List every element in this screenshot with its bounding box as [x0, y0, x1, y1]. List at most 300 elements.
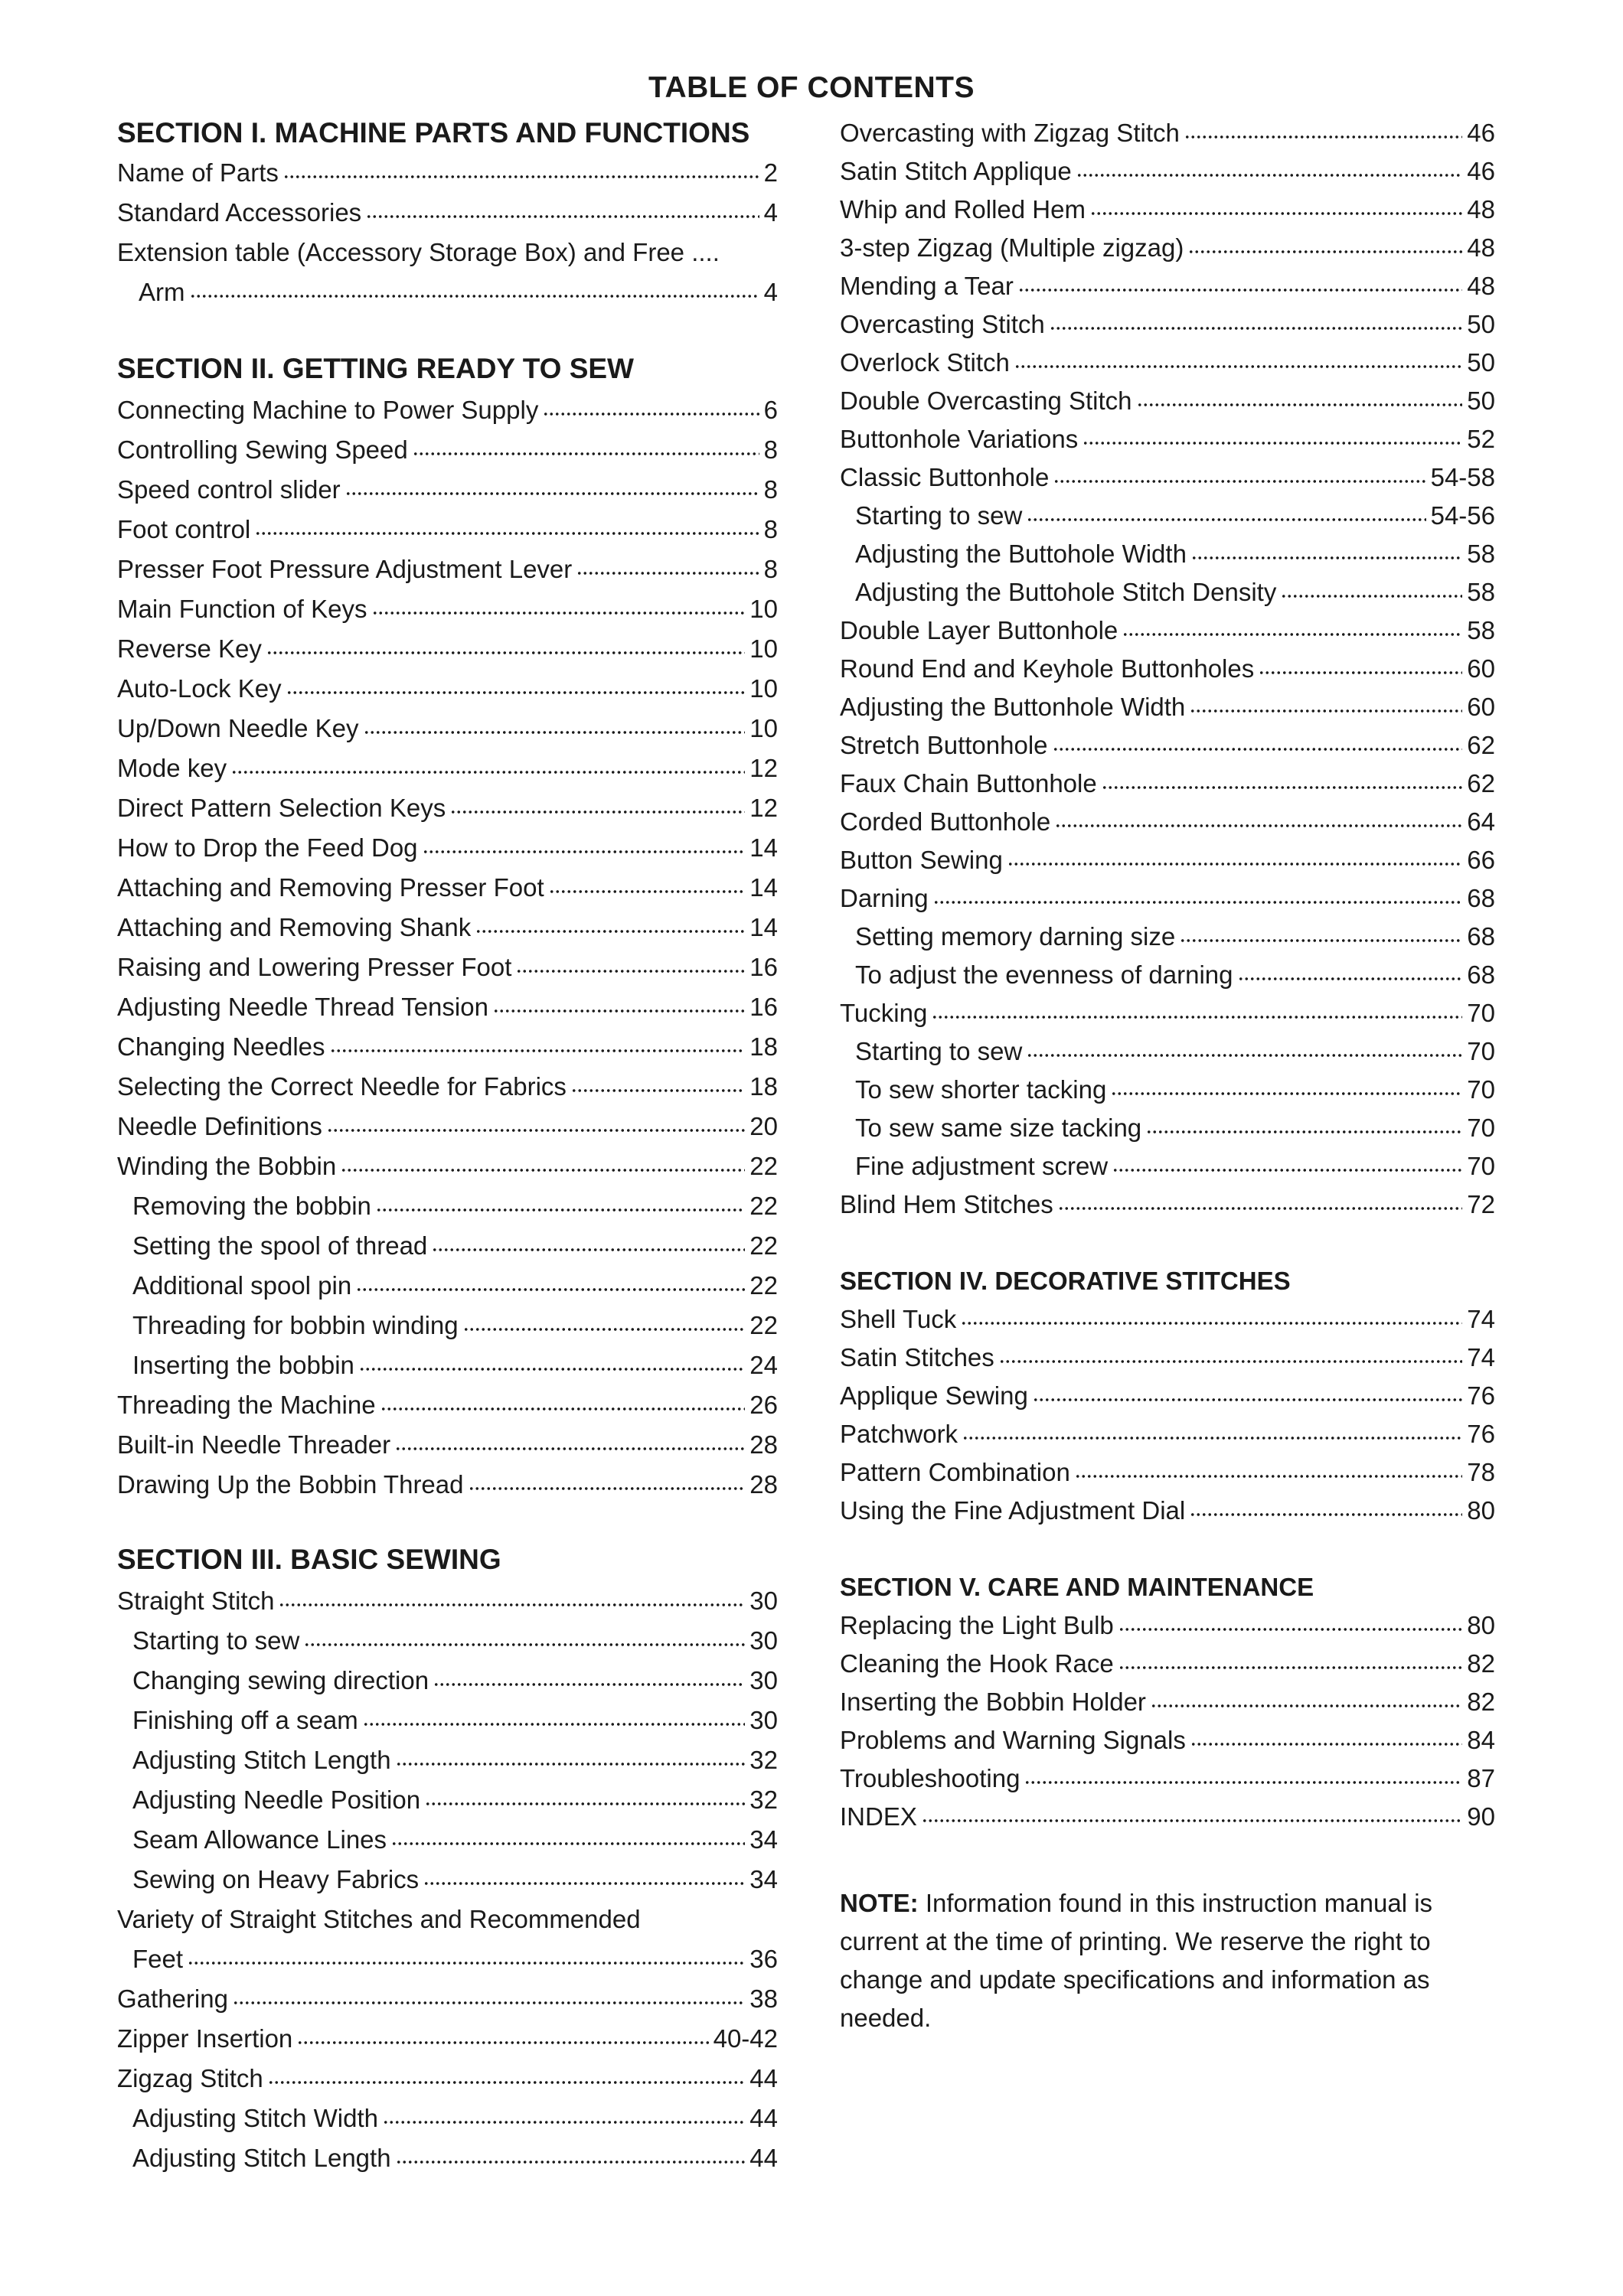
entry-title: Arm [139, 277, 185, 306]
section-5-heading: SECTION V. CARE AND MAINTENANCE [840, 1572, 1314, 1601]
entry-page: 68 [1467, 883, 1495, 912]
leader-dots [1058, 1205, 1463, 1212]
toc-entry[interactable] [117, 390, 778, 429]
entry-page: 24 [749, 1350, 778, 1379]
toc-entry[interactable] [132, 1345, 778, 1384]
entry-title: Attaching and Removing Shank [117, 912, 472, 941]
entry-page: 8 [763, 554, 778, 583]
entry-page: 22 [749, 1310, 778, 1339]
entry-page: 48 [1467, 271, 1495, 300]
toc-entry[interactable] [117, 868, 778, 907]
entry-page: 60 [1467, 692, 1495, 721]
entry-title: Button Sewing [840, 845, 1003, 874]
leader-dots [425, 1801, 745, 1807]
toc-entry[interactable] [132, 1939, 778, 1978]
leader-dots [493, 1008, 745, 1014]
leader-dots [1014, 364, 1462, 370]
entry-title: Problems and Warning Signals [840, 1725, 1186, 1754]
entry-page: 30 [749, 1626, 778, 1655]
toc-entry[interactable] [117, 1425, 778, 1464]
entry-title: Adjusting the Buttohole Width [855, 539, 1187, 568]
entry-title: Removing the bobbin [132, 1191, 371, 1220]
leader-dots [359, 1366, 745, 1372]
toc-entry[interactable] [117, 589, 778, 628]
entry-title: Adjusting Needle Thread Tension [117, 992, 488, 1021]
toc-entry[interactable] [840, 840, 1495, 879]
entry-title: Auto-Lock Key [117, 673, 282, 703]
toc-entry[interactable] [855, 534, 1495, 573]
entry-title: Inserting the bobbin [132, 1350, 354, 1379]
entry-title: To adjust the evenness of darning [855, 960, 1233, 989]
toc-entry[interactable] [117, 1900, 778, 1939]
toc-entry[interactable] [840, 381, 1495, 420]
entry-title: Patchwork [840, 1419, 958, 1448]
entry-title: Extension table (Accessory Storage Box) and Free .... [117, 237, 720, 266]
leader-dots [1090, 210, 1462, 217]
toc-entry[interactable] [132, 1661, 778, 1700]
entry-page: 50 [1467, 309, 1495, 338]
entry-title: Setting the spool of thread [132, 1231, 428, 1260]
leader-dots [1137, 402, 1463, 408]
entry-page: 82 [1467, 1687, 1495, 1716]
entry-page: 64 [1467, 807, 1495, 836]
toc-entry[interactable] [840, 649, 1495, 688]
entry-page: 44 [749, 2143, 778, 2172]
leader-dots [396, 2159, 746, 2165]
toc-entry[interactable] [117, 828, 778, 867]
toc-entry[interactable] [855, 572, 1495, 612]
entry-title: Sewing on Heavy Fabrics [132, 1864, 420, 1893]
leader-dots [571, 1088, 745, 1094]
entry-title: Classic Buttonhole [840, 462, 1050, 491]
entry-page: 34 [749, 1864, 778, 1893]
leader-dots [345, 491, 759, 497]
entry-title: Speed control slider [117, 475, 341, 504]
leader-dots [395, 1446, 745, 1452]
leader-dots [376, 1207, 745, 1213]
toc-entry[interactable] [117, 987, 778, 1026]
entry-title: Changing sewing direction [132, 1665, 429, 1694]
entry-title: Tucking [840, 998, 928, 1027]
leader-dots [1146, 1129, 1462, 1135]
entry-title: Starting to sew [855, 501, 1023, 530]
toc-entry[interactable] [132, 1226, 778, 1265]
leader-dots [933, 899, 1463, 905]
entry-title: Whip and Rolled Hem [840, 194, 1086, 223]
entry-page: 80 [1467, 1495, 1495, 1525]
toc-entry[interactable] [117, 193, 778, 232]
entry-title: Mending a Tear [840, 271, 1014, 300]
toc-entry[interactable] [132, 1740, 778, 1779]
entry-title: Starting to sew [855, 1036, 1023, 1065]
toc-entry[interactable] [840, 1644, 1495, 1683]
leader-dots [231, 769, 745, 775]
leader-dots [1055, 823, 1462, 829]
entry-title: Adjusting Stitch Length [132, 1745, 391, 1774]
toc-entry[interactable] [117, 1581, 778, 1620]
toc-entry[interactable] [840, 343, 1495, 382]
entry-page: 70 [1467, 1036, 1495, 1065]
toc-entry[interactable] [117, 1027, 778, 1066]
toc-entry[interactable] [132, 1780, 778, 1819]
leader-dots [423, 1880, 745, 1887]
leader-dots [932, 1014, 1462, 1020]
leader-dots [1112, 1167, 1462, 1173]
toc-entry[interactable] [840, 687, 1495, 726]
leader-dots [327, 1127, 745, 1133]
leader-dots [450, 809, 745, 815]
entry-page: 62 [1467, 730, 1495, 759]
note-label: NOTE: [840, 1889, 919, 1917]
entry-title: Overcasting Stitch [840, 309, 1045, 338]
entry-page: 70 [1467, 1075, 1495, 1104]
leader-dots [1027, 517, 1425, 523]
section-2-heading: SECTION II. GETTING READY TO SEW [117, 352, 634, 384]
entry-page: 66 [1467, 845, 1495, 874]
toc-entry[interactable] [840, 1759, 1495, 1798]
entry-title: Zipper Insertion [117, 2024, 293, 2053]
leader-dots [475, 928, 745, 934]
entry-title: To sew shorter tacking [855, 1075, 1107, 1104]
leader-dots [549, 889, 746, 895]
toc-entry[interactable] [840, 993, 1495, 1032]
leader-dots [961, 1320, 1462, 1326]
toc-entry[interactable] [117, 908, 778, 947]
entry-title: Attaching and Removing Presser Foot [117, 872, 544, 902]
toc-entry[interactable] [117, 1465, 778, 1504]
leader-dots [1184, 134, 1462, 140]
leader-dots [188, 1960, 745, 1966]
entry-title: Presser Foot Pressure Adjustment Lever [117, 554, 573, 583]
leader-dots [383, 2119, 745, 2125]
entry-title: Overlock Stitch [840, 347, 1010, 377]
leader-dots [1102, 784, 1463, 791]
entry-title: Raising and Lowering Presser Foot [117, 952, 512, 981]
entry-page: 48 [1467, 194, 1495, 223]
entry-page: 82 [1467, 1649, 1495, 1678]
leader-dots [1024, 1779, 1462, 1786]
toc-entry[interactable] [840, 1491, 1495, 1530]
entry-page: 6 [763, 395, 778, 424]
entry-title: Threading for bobbin winding [132, 1310, 459, 1339]
entry-page: 8 [763, 435, 778, 464]
entry-page: 44 [749, 2103, 778, 2132]
entry-title: Blind Hem Stitches [840, 1189, 1053, 1218]
leader-dots [463, 1326, 746, 1332]
toc-entry[interactable] [117, 2059, 778, 2098]
entry-page: 16 [749, 952, 778, 981]
toc-entry[interactable] [840, 152, 1495, 191]
entry-page: 38 [749, 1984, 778, 2013]
entry-page: 68 [1467, 921, 1495, 951]
toc-entry[interactable] [840, 1414, 1495, 1453]
leader-dots [433, 1681, 745, 1688]
toc-entry[interactable] [840, 190, 1495, 229]
leader-dots [1033, 1397, 1462, 1403]
entry-title: Darning [840, 883, 929, 912]
toc-entry[interactable] [117, 1146, 778, 1186]
entry-title: Adjusting the Buttohole Stitch Density [855, 577, 1277, 606]
toc-entry[interactable] [855, 955, 1495, 994]
leader-dots [1027, 1052, 1462, 1058]
toc-entry[interactable] [117, 629, 778, 668]
leader-dots [423, 849, 746, 855]
entry-page: 70 [1467, 998, 1495, 1027]
toc-entry[interactable] [840, 1300, 1495, 1339]
entry-title: Replacing the Light Bulb [840, 1610, 1114, 1639]
toc-entry[interactable] [132, 1860, 778, 1899]
leader-dots [372, 610, 746, 616]
entry-page: 30 [749, 1705, 778, 1734]
leader-dots [413, 451, 759, 457]
leader-dots [1050, 325, 1463, 331]
entry-page: 78 [1467, 1457, 1495, 1486]
toc-entry[interactable] [117, 947, 778, 987]
entry-page: 58 [1467, 539, 1495, 568]
leader-dots [1259, 670, 1462, 676]
leader-dots [1191, 555, 1462, 561]
leader-dots [363, 1721, 746, 1727]
entry-page: 46 [1467, 118, 1495, 147]
toc-entry[interactable] [117, 1385, 778, 1424]
entry-page: 44 [749, 2063, 778, 2092]
toc-entry[interactable] [840, 1720, 1495, 1760]
leader-dots [396, 1761, 746, 1767]
leader-dots [283, 174, 759, 180]
leader-dots [233, 2000, 745, 2006]
entry-title: Name of Parts [117, 158, 279, 187]
entry-title: Overcasting with Zigzag Stitch [840, 118, 1180, 147]
entry-page: 48 [1467, 233, 1495, 262]
entry-title: Zigzag Stitch [117, 2063, 263, 2092]
toc-entry[interactable] [840, 764, 1495, 803]
entry-page: 30 [749, 1665, 778, 1694]
entry-page: 84 [1467, 1725, 1495, 1754]
toc-entry[interactable] [840, 1453, 1495, 1492]
toc-entry[interactable] [840, 879, 1495, 918]
toc-entry[interactable] [132, 1820, 778, 1859]
toc-entry[interactable] [840, 726, 1495, 765]
entry-page: 58 [1467, 577, 1495, 606]
toc-entry[interactable] [117, 550, 778, 589]
leader-dots [1180, 938, 1462, 944]
entry-title: Straight Stitch [117, 1586, 275, 1615]
toc-entry[interactable] [840, 458, 1495, 497]
toc-entry[interactable] [117, 233, 778, 272]
toc-entry[interactable] [840, 1797, 1495, 1836]
leader-dots [576, 570, 759, 576]
toc-entry[interactable] [840, 1682, 1495, 1721]
entry-page: 28 [749, 1469, 778, 1499]
entry-page: 36 [749, 1944, 778, 1973]
entry-page: 68 [1467, 960, 1495, 989]
leader-dots [1188, 249, 1462, 255]
toc-entry[interactable] [840, 1338, 1495, 1377]
toc-entry[interactable] [855, 1070, 1495, 1109]
toc-entry[interactable] [840, 419, 1495, 458]
toc-entry[interactable] [840, 266, 1495, 305]
entry-title: Using the Fine Adjustment Dial [840, 1495, 1186, 1525]
leader-dots [1053, 746, 1463, 752]
entry-title: Adjusting Stitch Width [132, 2103, 378, 2132]
leader-dots [1075, 1473, 1462, 1479]
entry-page: 74 [1467, 1342, 1495, 1371]
leader-dots [1190, 708, 1462, 714]
toc-entry[interactable] [117, 709, 778, 748]
toc-entry[interactable] [855, 1032, 1495, 1071]
entry-page: 58 [1467, 615, 1495, 644]
toc-entry[interactable] [117, 669, 778, 708]
entry-page: 14 [749, 872, 778, 902]
entry-title: Double Layer Buttonhole [840, 615, 1118, 644]
leader-dots [1151, 1703, 1462, 1709]
entry-title: Starting to sew [132, 1626, 300, 1655]
entry-page: 50 [1467, 347, 1495, 377]
entry-title: Gathering [117, 1984, 228, 2013]
entry-title: Fine adjustment screw [855, 1151, 1109, 1180]
entry-page: 8 [763, 514, 778, 543]
toc-entry[interactable] [840, 1185, 1495, 1224]
leader-dots [255, 530, 759, 536]
entry-page: 62 [1467, 768, 1495, 797]
entry-page: 14 [749, 833, 778, 862]
entry-page: 54-56 [1430, 501, 1495, 530]
leader-dots [1076, 172, 1463, 178]
toc-entry[interactable] [117, 1979, 778, 2018]
entry-title: Round End and Keyhole Buttonholes [840, 654, 1255, 683]
entry-page: 10 [749, 634, 778, 663]
entry-title: Standard Accessories [117, 197, 362, 227]
entry-page: 12 [749, 793, 778, 822]
entry-title: Up/Down Needle Key [117, 713, 359, 742]
toc-entry[interactable] [840, 802, 1495, 841]
entry-page: 70 [1467, 1113, 1495, 1142]
entry-page: 22 [749, 1270, 778, 1300]
toc-entry[interactable] [855, 1146, 1495, 1186]
entry-title: Satin Stitch Applique [840, 156, 1072, 185]
toc-entry[interactable] [132, 1306, 778, 1345]
entry-title: Direct Pattern Selection Keys [117, 793, 446, 822]
toc-entry[interactable] [132, 1621, 778, 1660]
leader-dots [1053, 478, 1425, 484]
entry-page: 72 [1467, 1189, 1495, 1218]
entry-page: 22 [749, 1191, 778, 1220]
leader-dots [356, 1287, 745, 1293]
note-text: Information found in this instruction manual is current at the time of printing. We reserve the right to change and update specifications and information as needed. [840, 1889, 1433, 2032]
leader-dots [391, 1841, 745, 1847]
leader-dots [432, 1247, 745, 1253]
entry-title: Faux Chain Buttonhole [840, 768, 1097, 797]
entry-page: 87 [1467, 1763, 1495, 1792]
toc-entry[interactable] [117, 748, 778, 788]
leader-dots [304, 1642, 745, 1648]
leader-dots [1111, 1091, 1462, 1097]
leader-dots [268, 2079, 746, 2086]
entry-title: To sew same size tacking [855, 1113, 1142, 1142]
entry-page: 32 [749, 1785, 778, 1814]
entry-title: Changing Needles [117, 1032, 325, 1061]
toc-entry[interactable] [840, 228, 1495, 267]
toc-entry[interactable] [840, 611, 1495, 650]
entry-page: 8 [763, 475, 778, 504]
entry-page: 46 [1467, 156, 1495, 185]
toc-entry[interactable] [117, 430, 778, 469]
toc-entry[interactable] [840, 113, 1495, 152]
entry-title: Selecting the Correct Needle for Fabrics [117, 1071, 567, 1101]
toc-entry[interactable] [132, 2138, 778, 2177]
entry-title: Troubleshooting [840, 1763, 1020, 1792]
entry-page: 10 [749, 594, 778, 623]
entry-page: 22 [749, 1231, 778, 1260]
entry-title: Pattern Combination [840, 1457, 1070, 1486]
entry-page: 34 [749, 1825, 778, 1854]
section-3-heading: SECTION III. BASIC SEWING [117, 1543, 501, 1575]
entry-title: Foot control [117, 514, 251, 543]
entry-title: Built-in Needle Threader [117, 1430, 391, 1459]
leader-dots [1238, 976, 1463, 982]
leader-dots [1083, 440, 1462, 446]
toc-entry[interactable] [855, 917, 1495, 956]
toc-entry[interactable] [855, 1108, 1495, 1147]
leader-dots [1190, 1741, 1462, 1747]
leader-dots [1118, 1626, 1463, 1632]
entry-title: Main Function of Keys [117, 594, 367, 623]
toc-entry[interactable] [855, 496, 1495, 535]
entry-title: Adjusting Stitch Length [132, 2143, 391, 2172]
entry-title: Adjusting the Buttonhole Width [840, 692, 1186, 721]
toc-entry[interactable] [840, 305, 1495, 344]
toc-entry[interactable] [117, 2019, 778, 2058]
toc-entry[interactable] [132, 1266, 778, 1305]
entry-title: Corded Buttonhole [840, 807, 1051, 836]
entry-page: 50 [1467, 386, 1495, 415]
toc-entry[interactable] [117, 1107, 778, 1146]
entry-page: 20 [749, 1111, 778, 1140]
leader-dots [279, 1602, 745, 1608]
toc-entry[interactable] [117, 1067, 778, 1106]
entry-page: 10 [749, 673, 778, 703]
toc-entry[interactable] [117, 470, 778, 509]
entry-page: 80 [1467, 1610, 1495, 1639]
entry-title: Buttonhole Variations [840, 424, 1079, 453]
entry-title: Mode key [117, 753, 227, 782]
entry-title: 3-step Zigzag (Multiple zigzag) [840, 233, 1184, 262]
entry-title: How to Drop the Feed Dog [117, 833, 418, 862]
toc-entry[interactable] [840, 1376, 1495, 1415]
entry-title: Finishing off a seam [132, 1705, 358, 1734]
toc-entry[interactable] [132, 1701, 778, 1740]
entry-page: 90 [1467, 1802, 1495, 1831]
leader-dots [516, 968, 745, 974]
entry-page: 26 [749, 1390, 778, 1419]
entry-page: 74 [1467, 1304, 1495, 1333]
entry-title: Satin Stitches [840, 1342, 994, 1371]
leader-dots [380, 1406, 746, 1412]
entry-page: 18 [749, 1071, 778, 1101]
toc-entry[interactable] [132, 2099, 778, 2138]
toc-entry[interactable] [117, 510, 778, 549]
toc-entry[interactable] [840, 1606, 1495, 1645]
toc-entry[interactable] [139, 272, 778, 311]
leader-dots [341, 1167, 745, 1173]
entry-title: Setting memory darning size [855, 921, 1176, 951]
toc-entry[interactable] [117, 153, 778, 192]
entry-page: 54-58 [1430, 462, 1495, 491]
toc-entry[interactable] [117, 788, 778, 827]
note-paragraph [840, 1884, 1498, 2037]
entry-title: Connecting Machine to Power Supply [117, 395, 539, 424]
toc-entry[interactable] [132, 1186, 778, 1225]
